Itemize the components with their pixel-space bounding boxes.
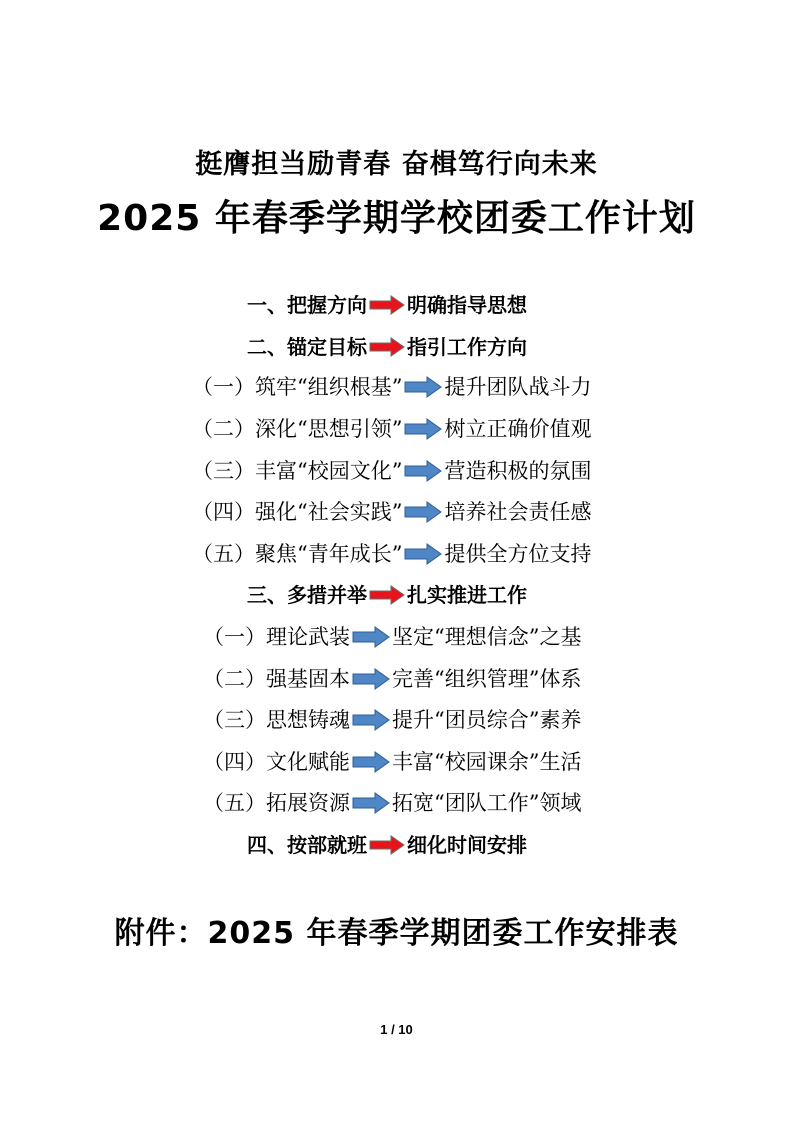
outline-right-text: 丰富“校园课余”生活: [392, 750, 582, 774]
outline-right-text: 提升“团员综合”素养: [392, 708, 582, 732]
red-arrow-icon: [369, 295, 405, 315]
outline-right-text: 明确指导思想: [407, 293, 527, 317]
outline-item-2-4: [192, 497, 591, 527]
outline-heading-2: [247, 332, 527, 362]
blue-arrow-icon: [352, 709, 390, 731]
outline-item-3-4: [203, 747, 581, 777]
outline-left-text: 四、按部就班: [247, 833, 367, 857]
outline-left-text: （五）聚焦“青年成长”: [192, 542, 403, 566]
red-arrow-icon: [369, 835, 405, 855]
blue-arrow-icon: [404, 418, 442, 440]
outline-item-3-2: [203, 664, 581, 694]
blue-arrow-icon: [352, 792, 390, 814]
blue-arrow-icon: [404, 460, 442, 482]
document-title: 2025 年春季学期学校团委工作计划: [97, 198, 696, 239]
blue-arrow-icon: [404, 501, 442, 523]
outline-item-2-2: [192, 414, 591, 444]
red-arrow-icon: [369, 585, 405, 605]
outline-right-text: 提供全方位支持: [444, 542, 592, 566]
outline-left-text: 三、多措并举: [247, 583, 367, 607]
blue-arrow-icon: [404, 543, 442, 565]
outline-right-text: 扎实推进工作: [407, 583, 527, 607]
red-arrow-icon: [369, 337, 405, 357]
outline-right-text: 提升团队战斗力: [444, 375, 592, 399]
blue-arrow-icon: [352, 751, 390, 773]
outline-left-text: （四）强化“社会实践”: [192, 500, 403, 524]
outline-left-text: （五）拓展资源: [203, 791, 350, 815]
outline-item-2-1: [192, 372, 591, 402]
outline-item-2-3: [192, 456, 591, 486]
blue-arrow-icon: [352, 626, 390, 648]
outline-right-text: 拓宽“团队工作”领域: [392, 791, 582, 815]
outline-right-text: 指引工作方向: [407, 335, 527, 359]
outline-right-text: 坚定“理想信念”之基: [392, 625, 582, 649]
attachment-title: 附件：2025 年春季学期团委工作安排表: [114, 916, 679, 951]
blue-arrow-icon: [352, 668, 390, 690]
outline-heading-1: [247, 290, 527, 320]
outline-heading-4: [247, 830, 527, 860]
outline-right-text: 营造积极的氛围: [444, 459, 592, 483]
outline-left-text: （一）筑牢“组织根基”: [192, 375, 403, 399]
outline-item-2-5: [192, 539, 591, 569]
outline-right-text: 培养社会责任感: [444, 500, 592, 524]
outline-item-3-1: [203, 622, 581, 652]
outline-left-text: （二）深化“思想引领”: [192, 417, 403, 441]
outline-left-text: （四）文化赋能: [203, 750, 350, 774]
outline-right-text: 完善“组织管理”体系: [392, 667, 582, 691]
outline-item-3-5: [203, 788, 581, 818]
outline-left-text: 二、锚定目标: [247, 335, 367, 359]
outline-left-text: （三）思想铸魂: [203, 708, 350, 732]
outline-left-text: （三）丰富“校园文化”: [192, 459, 403, 483]
outline-right-text: 树立正确价值观: [444, 417, 592, 441]
page-number: 1 / 10: [380, 1022, 413, 1037]
outline-right-text: 细化时间安排: [407, 833, 527, 857]
outline-left-text: （一）理论武装: [203, 625, 350, 649]
outline-left-text: 一、把握方向: [247, 293, 367, 317]
outline-left-text: （二）强基固本: [203, 667, 350, 691]
outline-heading-3: [247, 580, 527, 610]
outline-item-3-3: [203, 705, 581, 735]
document-subtitle: 挺膺担当励青春 奋楫笃行向未来: [195, 149, 598, 180]
blue-arrow-icon: [404, 376, 442, 398]
